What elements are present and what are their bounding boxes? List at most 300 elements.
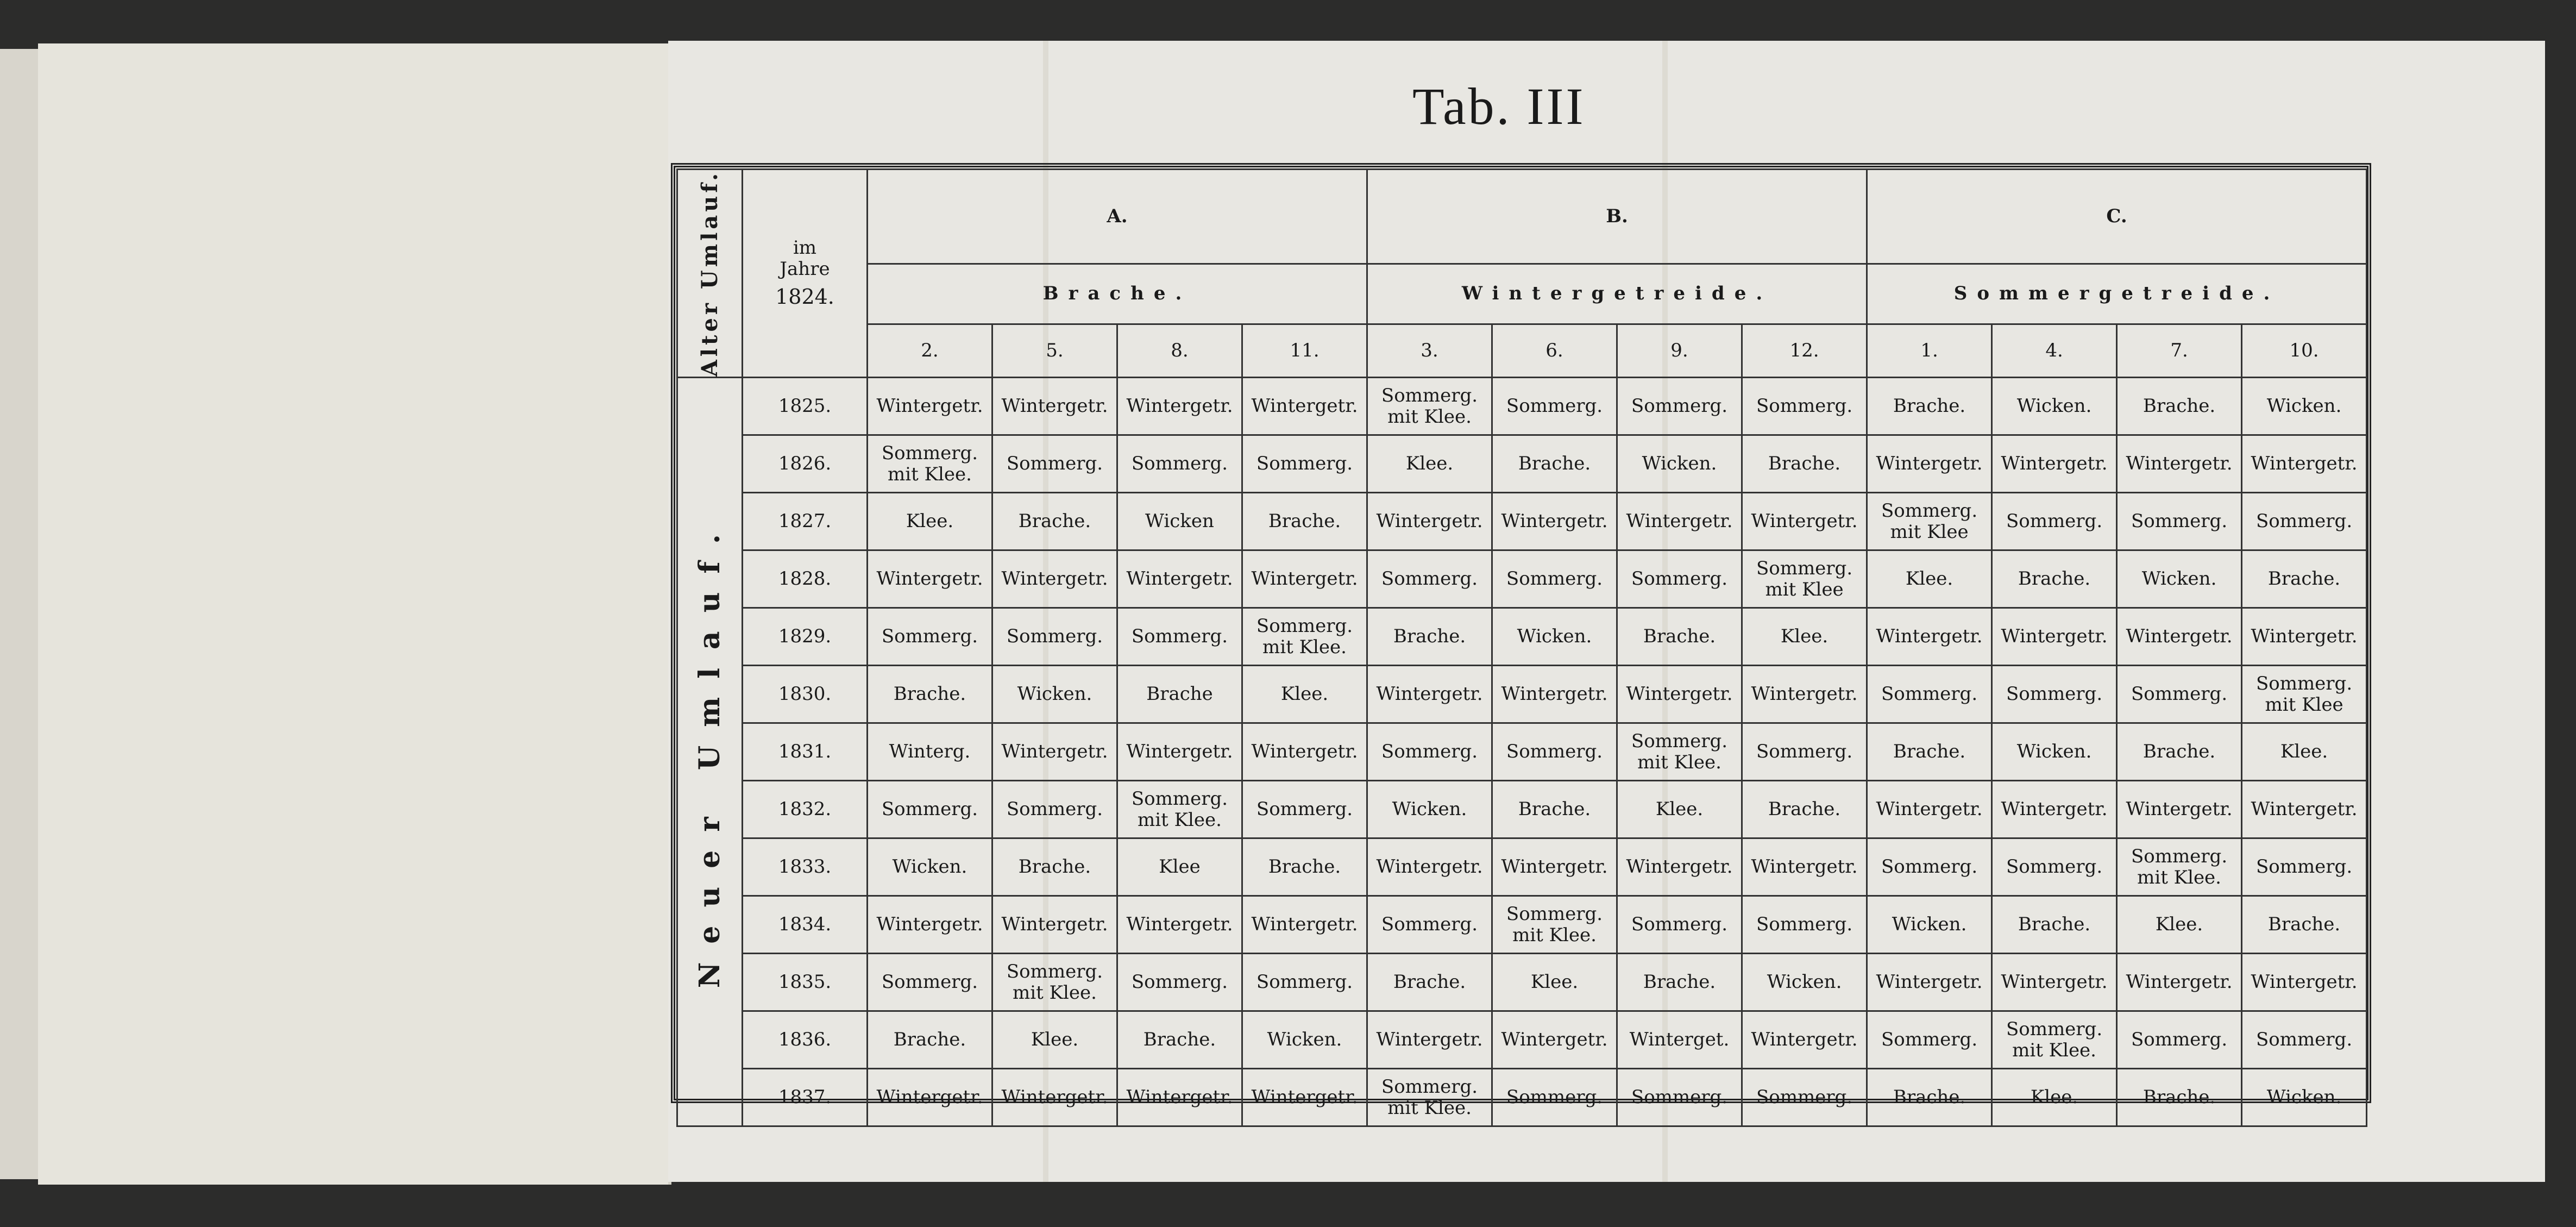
crop-text: Brache.	[1393, 971, 1466, 993]
crop-text: Klee.	[2155, 913, 2203, 936]
crop-text: Sommerg.	[1506, 395, 1603, 417]
crop-cell	[992, 954, 1117, 1011]
crop-text: Wintergetr.	[876, 568, 983, 590]
crop-text: Sommerg.	[1506, 1086, 1603, 1109]
crop-cell	[1242, 723, 1367, 781]
field-number: 3.	[1367, 324, 1492, 378]
crop-text: Sommerg.	[1881, 683, 1978, 705]
crop-cell	[1242, 1011, 1367, 1069]
crop-cell	[1742, 1011, 1867, 1069]
crop-text: mit Klee.	[1387, 405, 1472, 428]
crop-cell	[1492, 493, 1617, 550]
field-number: 8.	[1117, 324, 1242, 378]
crop-text: Brache.	[1643, 971, 1716, 993]
crop-text: mit Klee.	[1512, 924, 1597, 946]
crop-cell	[1367, 608, 1492, 666]
crop-cell	[1242, 550, 1367, 608]
crop-cell	[1617, 608, 1742, 666]
crop-cell	[2242, 723, 2367, 781]
crop-cell	[868, 838, 992, 896]
crop-text: Wintergetr.	[1126, 568, 1233, 590]
crop-cell	[1867, 666, 1992, 723]
crop-cell	[1867, 378, 1992, 435]
crop-cell	[1617, 954, 1742, 1011]
crop-cell	[2242, 781, 2367, 838]
year-cell: 1828.	[743, 550, 868, 608]
crop-cell	[1492, 781, 1617, 838]
crop-cell	[992, 1069, 1117, 1126]
crop-text: Wintergetr.	[2126, 971, 2233, 993]
crop-text: Wintergetr.	[1501, 510, 1608, 533]
crop-cell	[1492, 666, 1617, 723]
crop-text: Wintergetr.	[1876, 971, 1983, 993]
crop-cell	[992, 378, 1117, 435]
crop-text: Wintergetr.	[1751, 856, 1858, 878]
crop-text: Wintergetr.	[1126, 741, 1233, 763]
field-number: 11.	[1242, 324, 1367, 378]
crop-cell	[2117, 1011, 2242, 1069]
crop-cell	[1367, 781, 1492, 838]
crop-text: Sommerg.	[1756, 395, 1853, 417]
crop-text: Wintergetr.	[1251, 395, 1358, 417]
crop-cell	[1742, 954, 1867, 1011]
group-name-c: Sommergetreide.	[1867, 264, 2367, 324]
crop-cell	[1492, 378, 1617, 435]
table-row	[677, 435, 2367, 493]
crop-text: Sommerg.	[1006, 798, 1103, 821]
group-letter-c: C.	[1867, 170, 2367, 264]
crop-text: Brache.	[2018, 568, 2091, 590]
crop-text: Wintergetr.	[2001, 453, 2108, 475]
crop-cell	[1242, 781, 1367, 838]
crop-cell	[1117, 1011, 1242, 1069]
crop-cell	[2242, 1069, 2367, 1126]
year-cell: 1832.	[743, 781, 868, 838]
crop-text: Sommerg.	[1631, 730, 1728, 752]
crop-text: Klee.	[1530, 971, 1579, 993]
year-cell: 1837.	[743, 1069, 868, 1126]
crop-text: Sommerg.	[2131, 683, 2228, 705]
group-letter-b: B.	[1367, 170, 1867, 264]
crop-text: mit Klee.	[2137, 866, 2221, 888]
crop-cell	[2117, 608, 2242, 666]
crop-cell	[2117, 435, 2242, 493]
crop-text: Sommerg.	[881, 442, 978, 464]
crop-text: Klee.	[1655, 798, 1704, 821]
crop-text: Wicken.	[1392, 798, 1467, 821]
crop-text: Wintergetr.	[1126, 395, 1233, 417]
year-cell: 1835.	[743, 954, 868, 1011]
crop-cell	[2117, 838, 2242, 896]
crop-cell	[1492, 1011, 1617, 1069]
crop-text: Wintergetr.	[1126, 913, 1233, 936]
crop-cell	[1617, 896, 1742, 954]
crop-cell	[2117, 723, 2242, 781]
crop-text: Wicken.	[1267, 1029, 1342, 1051]
crop-text: Brache.	[2267, 913, 2341, 936]
table-row	[677, 550, 2367, 608]
crop-text: Klee.	[2280, 741, 2328, 763]
crop-cell	[1617, 723, 1742, 781]
crop-text: Sommerg.	[1131, 971, 1228, 993]
crop-text: Sommerg.	[881, 625, 978, 648]
crop-text: Wintergetr.	[2251, 453, 2358, 475]
crop-cell	[1367, 435, 1492, 493]
crop-text: Sommerg.	[2006, 510, 2103, 533]
crop-text: Wintergetr.	[2001, 798, 2108, 821]
table-row	[677, 493, 2367, 550]
crop-text: Brache.	[2143, 741, 2216, 763]
crop-text: mit Klee.	[1387, 1097, 1472, 1119]
crop-text: Wintergetr.	[1376, 683, 1483, 705]
crop-text: Sommerg.	[2006, 1018, 2103, 1040]
crop-text: Sommerg.	[2255, 672, 2353, 694]
table-row	[677, 723, 2367, 781]
crop-text: Sommerg.	[881, 798, 978, 821]
old-rotation-cell	[677, 170, 743, 378]
crop-rotation-table	[676, 168, 2367, 1127]
crop-text: Sommerg.	[1756, 1086, 1853, 1109]
crop-cell	[1992, 435, 2117, 493]
crop-cell	[868, 1011, 992, 1069]
new-rotation-cell	[677, 378, 743, 1126]
crop-text: Wintergetr.	[1126, 1086, 1233, 1109]
crop-text: mit Klee.	[888, 463, 972, 485]
crop-cell	[1867, 1069, 1992, 1126]
crop-text: Wintergetr.	[1376, 510, 1483, 533]
crop-cell	[1992, 838, 2117, 896]
crop-cell	[1867, 550, 1992, 608]
crop-cell	[1367, 666, 1492, 723]
crop-cell	[1367, 493, 1492, 550]
crop-text: Sommerg.	[1756, 741, 1853, 763]
crop-text: Klee.	[1780, 625, 1829, 648]
crop-text: Wicken.	[1017, 683, 1092, 705]
crop-cell	[868, 781, 992, 838]
crop-text: Wicken.	[1892, 913, 1967, 936]
crop-text: Wicken.	[2016, 395, 2092, 417]
crop-text: Brache.	[2018, 913, 2091, 936]
crop-text: Sommerg.	[1631, 913, 1728, 936]
crop-cell	[1992, 781, 2117, 838]
crop-text: Wintergetr.	[1251, 568, 1358, 590]
crop-cell	[2117, 493, 2242, 550]
crop-cell	[1367, 838, 1492, 896]
crop-cell	[992, 608, 1117, 666]
crop-cell	[1492, 896, 1617, 954]
crop-text: Wicken.	[1642, 453, 1717, 475]
crop-cell	[2242, 838, 2367, 896]
crop-cell	[2117, 781, 2242, 838]
crop-text: Wicken.	[2016, 741, 2092, 763]
crop-text: Klee.	[906, 510, 954, 533]
crop-cell	[1242, 838, 1367, 896]
crop-cell	[992, 838, 1117, 896]
crop-text: Sommerg.	[2255, 510, 2353, 533]
crop-text: Wintergetr.	[2126, 798, 2233, 821]
crop-text: Sommerg.	[1131, 453, 1228, 475]
field-number: 6.	[1492, 324, 1617, 378]
crop-cell	[868, 378, 992, 435]
field-number: 7.	[2117, 324, 2242, 378]
page-title: Tab. III	[1412, 77, 1586, 135]
crop-text: Wintergetr.	[1626, 856, 1733, 878]
year-header-line2: Jahre	[780, 258, 830, 280]
crop-cell	[868, 608, 992, 666]
crop-cell	[1117, 666, 1242, 723]
crop-text: Wicken.	[2141, 568, 2217, 590]
crop-text: Sommerg.	[1006, 625, 1103, 648]
crop-cell	[868, 896, 992, 954]
field-number: 2.	[868, 324, 992, 378]
crop-cell	[1742, 781, 1867, 838]
crop-cell	[2242, 378, 2367, 435]
crop-text: Wintergetr.	[1251, 1086, 1358, 1109]
crop-text: mit Klee.	[1637, 751, 1721, 773]
table-row	[677, 781, 2367, 838]
crop-text: Sommerg.	[1381, 913, 1478, 936]
crop-text: Sommerg.	[2006, 683, 2103, 705]
crop-text: Brache.	[1768, 798, 1841, 821]
crop-cell	[992, 550, 1117, 608]
crop-cell	[1117, 550, 1242, 608]
crop-cell	[2242, 435, 2367, 493]
crop-text: Wintergetr.	[876, 913, 983, 936]
header-row-fields	[677, 324, 2367, 378]
crop-cell	[868, 435, 992, 493]
crop-cell	[1242, 435, 1367, 493]
crop-cell	[2242, 608, 2367, 666]
crop-text: Sommerg.	[1631, 1086, 1728, 1109]
crop-text: Wintergetr.	[1626, 683, 1733, 705]
field-number: 1.	[1867, 324, 1992, 378]
crop-cell	[2242, 1011, 2367, 1069]
crop-cell	[1867, 838, 1992, 896]
crop-cell	[1117, 896, 1242, 954]
crop-text: Wintergetr.	[2251, 625, 2358, 648]
crop-cell	[1492, 954, 1617, 1011]
crop-cell	[2117, 666, 2242, 723]
crop-cell	[1617, 838, 1742, 896]
crop-text: mit Klee	[2265, 693, 2343, 716]
crop-text: Sommerg.	[881, 971, 978, 993]
crop-text: Sommerg.	[1506, 568, 1603, 590]
crop-text: Brache.	[2143, 395, 2216, 417]
crop-cell	[1617, 493, 1742, 550]
crop-text: Sommerg.	[1756, 913, 1853, 936]
year-cell: 1836.	[743, 1011, 868, 1069]
crop-cell	[2117, 550, 2242, 608]
crop-text: Wicken.	[2266, 395, 2342, 417]
crop-cell	[1117, 781, 1242, 838]
crop-text: Klee.	[1405, 453, 1454, 475]
crop-cell	[1117, 838, 1242, 896]
crop-text: Wintergetr.	[1001, 913, 1108, 936]
table-row	[677, 666, 2367, 723]
crop-text: Klee.	[1905, 568, 1953, 590]
crop-cell	[1117, 378, 1242, 435]
crop-cell	[1242, 666, 1367, 723]
crop-cell	[868, 550, 992, 608]
crop-text: Wintergetr.	[1376, 1029, 1483, 1051]
crop-text: Sommerg.	[2131, 1029, 2228, 1051]
crop-cell	[1742, 378, 1867, 435]
crop-cell	[1742, 723, 1867, 781]
crop-text: Wintergetr.	[876, 395, 983, 417]
year-cell: 1834.	[743, 896, 868, 954]
crop-cell	[1242, 896, 1367, 954]
crop-cell	[1367, 550, 1492, 608]
crop-text: Wicken	[1145, 510, 1214, 533]
crop-text: Wintergetr.	[1001, 1086, 1108, 1109]
crop-text: Klee	[1159, 856, 1201, 878]
crop-text: Brache.	[1643, 625, 1716, 648]
crop-cell	[1367, 723, 1492, 781]
crop-cell	[1117, 435, 1242, 493]
crop-cell	[2117, 1069, 2242, 1126]
crop-cell	[1367, 896, 1492, 954]
crop-text: Wintergetr.	[1876, 453, 1983, 475]
old-rotation-label: Alter Umlauf.	[696, 170, 722, 377]
crop-text: mit Klee	[1890, 521, 1969, 543]
crop-cell	[1617, 550, 1742, 608]
crop-cell	[1742, 435, 1867, 493]
crop-text: Sommerg.	[1631, 395, 1728, 417]
crop-cell	[1617, 1011, 1742, 1069]
crop-cell	[992, 723, 1117, 781]
crop-text: Winterget.	[1629, 1029, 1730, 1051]
crop-text: Wicken.	[2266, 1086, 2342, 1109]
crop-text: Wintergetr.	[1876, 625, 1983, 648]
crop-text: Brache.	[2267, 568, 2341, 590]
crop-text: Sommerg.	[2255, 1029, 2353, 1051]
table-row	[677, 608, 2367, 666]
crop-cell	[1492, 723, 1617, 781]
crop-text: Wintergetr.	[1501, 856, 1608, 878]
crop-text: Sommerg.	[2131, 845, 2228, 867]
crop-cell	[1992, 666, 2117, 723]
table-row	[677, 954, 2367, 1011]
year-cell: 1831.	[743, 723, 868, 781]
crop-cell	[1617, 435, 1742, 493]
crop-text: Wintergetr.	[1501, 1029, 1608, 1051]
crop-cell	[1867, 781, 1992, 838]
crop-cell	[1742, 838, 1867, 896]
crop-text: Sommerg.	[1631, 568, 1728, 590]
crop-text: Brache.	[1018, 510, 1091, 533]
crop-text: Sommerg.	[1381, 741, 1478, 763]
crop-cell	[1242, 954, 1367, 1011]
crop-text: Sommerg.	[2255, 856, 2353, 878]
crop-text: Sommerg.	[1381, 1075, 1478, 1098]
crop-cell	[2117, 378, 2242, 435]
crop-text: Wintergetr.	[2126, 625, 2233, 648]
crop-cell	[1742, 896, 1867, 954]
crop-text: mit Klee.	[1138, 809, 1222, 831]
crop-cell	[1617, 1069, 1742, 1126]
crop-cell	[2117, 954, 2242, 1011]
crop-cell	[1367, 378, 1492, 435]
crop-cell	[1242, 1069, 1367, 1126]
crop-cell	[1867, 435, 1992, 493]
crop-cell	[1992, 896, 2117, 954]
crop-text: Brache.	[1518, 453, 1591, 475]
group-name-a: Brache.	[868, 264, 1367, 324]
crop-text: Sommerg.	[1256, 971, 1353, 993]
year-cell: 1825.	[743, 378, 868, 435]
field-number: 5.	[992, 324, 1117, 378]
crop-text: Wintergetr.	[2251, 971, 2358, 993]
crop-cell	[2242, 896, 2367, 954]
crop-text: Sommerg.	[1131, 625, 1228, 648]
crop-cell	[1992, 550, 2117, 608]
crop-cell	[2117, 896, 2242, 954]
table-row	[677, 1069, 2367, 1126]
blank-left-page	[38, 43, 671, 1185]
crop-text: Brache.	[1893, 741, 1966, 763]
crop-cell	[1242, 378, 1367, 435]
year-cell: 1827.	[743, 493, 868, 550]
field-number: 4.	[1992, 324, 2117, 378]
crop-cell	[1492, 435, 1617, 493]
crop-cell	[868, 723, 992, 781]
crop-cell	[1492, 550, 1617, 608]
crop-text: Sommerg.	[1381, 384, 1478, 406]
crop-text: Wicken.	[1767, 971, 1842, 993]
crop-text: Sommerg.	[1256, 453, 1353, 475]
group-letter-a: A.	[868, 170, 1367, 264]
table-row	[677, 838, 2367, 896]
crop-text: Brache.	[1893, 395, 1966, 417]
crop-text: Sommerg.	[1006, 453, 1103, 475]
crop-cell	[1117, 1069, 1242, 1126]
year-cell: 1830.	[743, 666, 868, 723]
crop-cell	[1992, 608, 2117, 666]
crop-cell	[1367, 1011, 1492, 1069]
new-rotation-label: Neuer Umlauf.	[693, 516, 726, 988]
crop-cell	[1742, 550, 1867, 608]
crop-text: Sommerg.	[1006, 960, 1103, 982]
crop-cell	[2242, 666, 2367, 723]
crop-text: Wintergetr.	[1626, 510, 1733, 533]
crop-text: Wintergetr.	[1251, 913, 1358, 936]
crop-cell	[868, 666, 992, 723]
crop-text: Sommerg.	[2131, 510, 2228, 533]
crop-cell	[2242, 550, 2367, 608]
crop-text: Wintergetr.	[1001, 568, 1108, 590]
crop-cell	[1867, 896, 1992, 954]
crop-text: Sommerg.	[1506, 741, 1603, 763]
crop-text: Brache.	[1768, 453, 1841, 475]
crop-cell	[1992, 954, 2117, 1011]
crop-cell	[1117, 493, 1242, 550]
crop-cell	[868, 954, 992, 1011]
crop-cell	[1992, 1011, 2117, 1069]
year-header	[743, 170, 868, 378]
crop-text: Sommerg.	[1256, 615, 1353, 637]
crop-text: Brache.	[893, 683, 966, 705]
crop-text: Sommerg.	[1256, 798, 1353, 821]
crop-text: Brache.	[1268, 856, 1341, 878]
crop-cell	[1992, 493, 2117, 550]
crop-text: Sommerg.	[1381, 568, 1478, 590]
crop-text: Wintergetr.	[2001, 625, 2108, 648]
crop-text: Wintergetr.	[2001, 971, 2108, 993]
crop-text: Brache.	[1018, 856, 1091, 878]
group-name-b: Wintergetreide.	[1367, 264, 1867, 324]
crop-cell	[1367, 1069, 1492, 1126]
crop-cell	[1367, 954, 1492, 1011]
